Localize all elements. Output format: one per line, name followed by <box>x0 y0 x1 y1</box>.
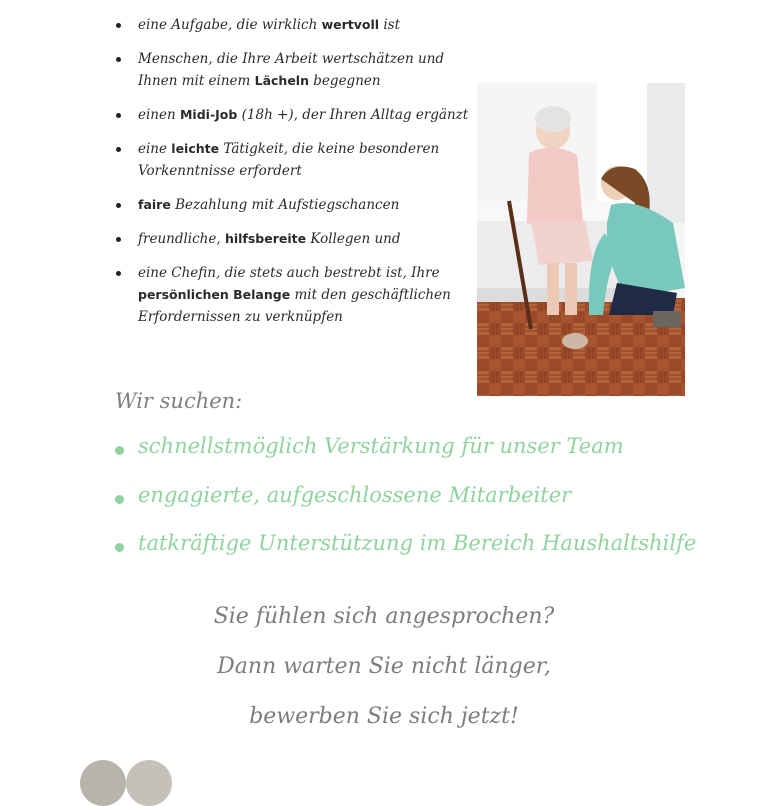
search-item: tatkräftige Unterstützung im Bereich Haushaltshilfe <box>112 531 696 580</box>
decorative-circle <box>80 760 126 806</box>
benefit-item <box>112 194 472 216</box>
cta-line-1: Sie fühlen sich angesprochen? <box>213 604 555 629</box>
benefit-item <box>112 14 472 36</box>
benefit-text: einen Midi-Job (18h +), der Ihren Alltag ergänzt <box>138 107 469 123</box>
caregiver-illustration <box>477 83 685 396</box>
decorative-circle <box>126 760 172 806</box>
caregiver-photo <box>477 83 685 396</box>
benefit-item <box>112 104 472 126</box>
benefit-text: Menschen, die Ihre Arbeit wertschätzen und Ihnen mit einem Lächeln begegnen <box>138 51 445 89</box>
cta-line-3: bewerben Sie sich jetzt! <box>249 704 519 729</box>
benefit-item <box>112 262 472 328</box>
benefit-text: faire Bezahlung mit Aufstiegschancen <box>138 197 400 213</box>
benefit-item <box>112 48 472 92</box>
search-heading: Wir suchen: <box>115 389 243 413</box>
benefit-text: eine leichte Tätigkeit, die keine besonderen Vorkenntnisse erfordert <box>138 141 440 179</box>
search-item: engagierte, aufgeschlossene Mitarbeiter <box>112 483 696 532</box>
benefit-text: eine Chefin, die stets auch bestrebt ist, Ihre persönlichen Belange mit den geschäftlichen Erfordernissen zu verknüpfen <box>138 265 451 325</box>
benefit-text: eine Aufgabe, die wirklich wertvoll ist <box>138 17 401 33</box>
benefit-item <box>112 228 472 250</box>
search-list <box>112 434 696 580</box>
search-item: schnellstmöglich Verstärkung für unser Team <box>112 434 696 483</box>
benefit-item <box>112 138 472 182</box>
cta-line-2: Dann warten Sie nicht länger, <box>217 654 551 679</box>
benefit-text: freundliche, hilfsbereite Kollegen und <box>138 231 401 247</box>
benefits-list <box>112 14 472 328</box>
